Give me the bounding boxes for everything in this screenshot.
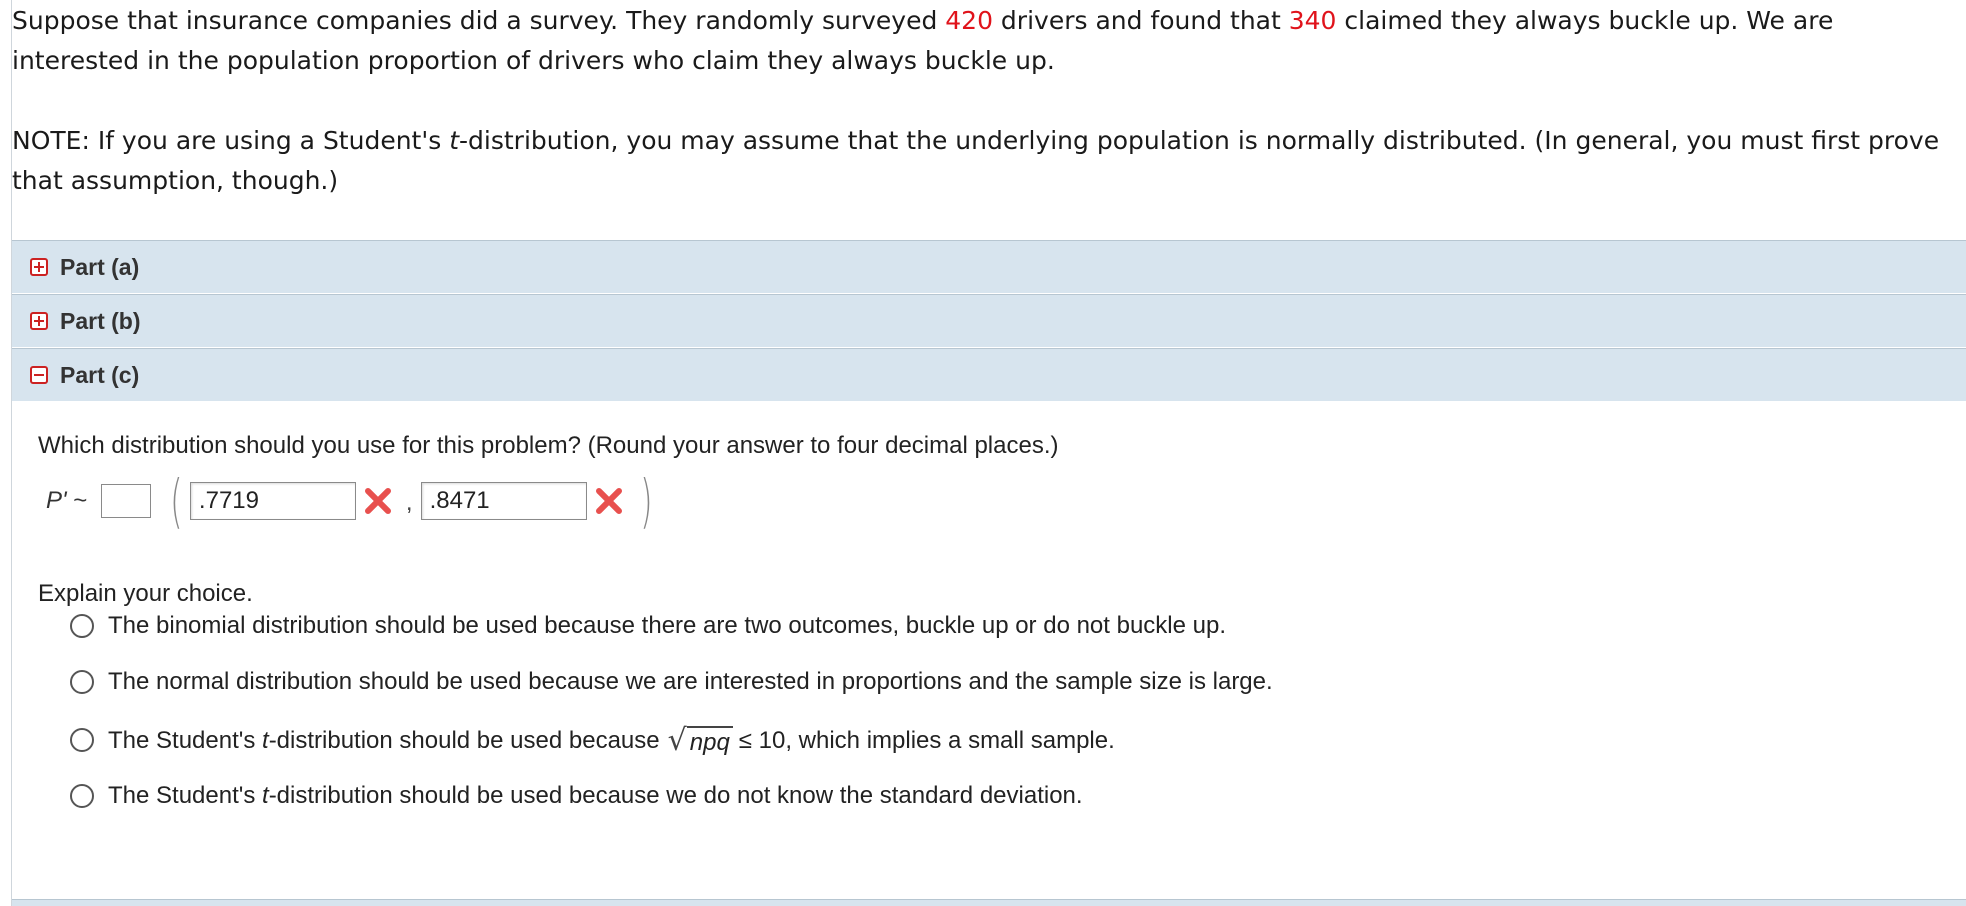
note-text: NOTE: If you are using a Student's	[12, 126, 450, 155]
radio-button[interactable]	[70, 670, 94, 694]
part-b-header[interactable]	[12, 294, 1966, 347]
problem-text: Suppose that insurance companies did a survey. They randomly surveyed	[12, 6, 946, 35]
incorrect-x-icon	[362, 485, 394, 517]
part-b-label: Part (b)	[60, 307, 141, 334]
sqrt-icon: √	[667, 723, 687, 758]
problem-text: drivers and found that	[992, 6, 1289, 35]
option-binomial[interactable]	[70, 612, 1226, 640]
problem-paragraph	[12, 0, 1962, 81]
part-c-label: Part (c)	[60, 361, 140, 388]
radio-button[interactable]	[70, 784, 94, 808]
part-c-header[interactable]	[12, 348, 1966, 401]
distribution-input[interactable]	[101, 484, 151, 518]
note-text: -distribution, you may assume that the underlying population is normally distributed. (In general, you must first prove that assumption, though.)	[12, 126, 1940, 195]
option-text: The Student's t-distribution should be used because √ npq ≤ 10, which implies a small sample.	[108, 723, 1115, 758]
part-a-label: Part (a)	[60, 253, 140, 280]
expand-plus-icon[interactable]	[30, 312, 48, 330]
right-paren: )	[639, 467, 653, 535]
sqrt-npq: √ npq	[668, 726, 733, 756]
option-t-small-sample[interactable]	[70, 723, 1115, 758]
problem-text: claimed they always buckle up. We are interested in the population proportion of drivers who claim they always buckle up.	[12, 6, 1834, 75]
upper-bound-input[interactable]	[421, 482, 587, 520]
part-a-header[interactable]	[12, 240, 1966, 293]
answer-row	[46, 467, 657, 535]
note-paragraph	[12, 121, 1962, 201]
option-text: The binomial distribution should be used because there are two outcomes, buckle up or do not buckle up.	[108, 612, 1227, 639]
comma-separator: ,	[405, 489, 413, 516]
next-part-edge	[12, 899, 1966, 906]
lower-bound-input[interactable]	[190, 482, 356, 520]
option-normal[interactable]	[70, 668, 1273, 696]
note-text-italic-t: t	[449, 126, 460, 155]
collapse-minus-icon[interactable]	[30, 366, 48, 384]
question-text: Which distribution should you use for this problem? (Round your answer to four decimal places.)	[38, 432, 1059, 459]
option-text: The normal distribution should be used because we are interested in proportions and the sample size is large.	[108, 668, 1273, 695]
expand-plus-icon[interactable]	[30, 258, 48, 276]
p-prime-label: P' ~	[46, 487, 88, 514]
left-paren: (	[170, 467, 183, 535]
option-t-unknown-sd[interactable]	[70, 782, 1083, 810]
incorrect-x-icon	[593, 485, 625, 517]
radio-button[interactable]	[70, 614, 94, 638]
radio-button[interactable]	[70, 728, 94, 752]
option-text: The Student's t-distribution should be used because we do not know the standard deviation.	[108, 782, 1083, 809]
explain-label: Explain your choice.	[38, 580, 253, 607]
buckle-count: 340	[1288, 6, 1337, 35]
problem-statement	[12, 0, 1962, 201]
surveyed-count: 420	[945, 6, 993, 35]
